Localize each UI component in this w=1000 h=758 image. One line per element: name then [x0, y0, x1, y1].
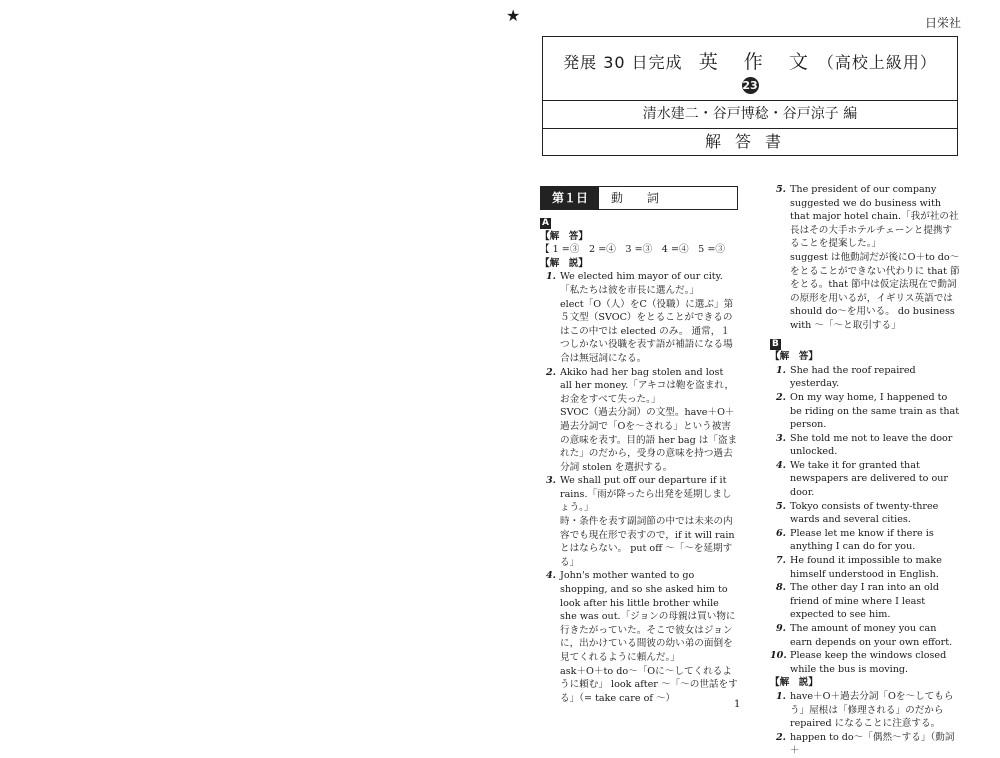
list-item: 4. John's mother wanted to go shopping, and so she asked him to look after his little brother while she was out.「ジョンの母親は買い物に行きたがっていた。そこで彼女はジョンに，出かけている間彼の幼い弟の面倒を見てくれるように頼んだ。」 ask＋O＋to do～「Oに～してくれるように頼む」 look after ～「～の世話をする」（= take care of ～）	[545, 570, 738, 704]
title-prefix: 発展 30 日完成	[563, 53, 683, 72]
list-item: 2. On my way home, I happened to be riding on the same train as that person.	[775, 391, 960, 431]
day-number: 第１日	[541, 187, 599, 209]
page-number: 1	[734, 699, 741, 710]
list-item: 1. She had the roof repaired yesterday.	[775, 364, 916, 390]
star-mark: ★	[506, 6, 521, 25]
list-item: 1. We elected him mayor of our city.「私たちは彼を市長に選んだ。」 elect「O（人）をC（役職）に選ぶ」第５文型（SVOC）をとることができるのはこの中では elected のみ。 通常，１つしかない役職を表す語が補語になる場合は無冠詞になる。	[545, 271, 734, 364]
list-item: 9. The amount of money you can earn depends on your own effort.	[775, 623, 953, 648]
answer-line: 【 1 =③ 2 =④ 3 =③ 4 =④ 5 =③	[540, 244, 725, 256]
explain-label: 【解 説】	[770, 677, 818, 689]
answer-label: 【解 答】	[770, 351, 818, 363]
list-item: 1. have＋O＋過去分詞「Oを～してもらう」屋根は「修理される」のだから repaired になることに注意する。	[775, 690, 954, 730]
volume-badge: 23	[742, 79, 758, 92]
section-a-badge: A	[542, 218, 549, 228]
list-item: 7. He found it impossible to make himself understood in English.	[775, 555, 942, 580]
day-topic: 動 詞	[611, 191, 669, 205]
title-row	[543, 37, 957, 101]
section-b-badge: B	[772, 338, 779, 349]
book-title	[543, 37, 957, 74]
title-suffix: （高校上級用）	[817, 53, 937, 72]
publisher-name: 日栄社	[925, 16, 962, 30]
answer-label: 【解 答】	[540, 230, 588, 242]
answer-book-label: 解答書	[704, 132, 795, 151]
title-main: 英 作 文	[698, 51, 818, 73]
list-item: 8. The other day I ran into an old friend of mine where I least expected to see him.	[775, 582, 939, 621]
list-item: 3. She told me not to leave the door unlocked.	[775, 432, 953, 458]
list-item: 2. Akiko had her bag stolen and lost all her money.「アキコは鞄を盗まれ，お金をすべて失った。」 SVOC（過去分詞）の文型。have＋O＋過去分詞で「Oを～される」という被害の意味を表す。目的語 her bag は「盗まれた」のだから，受身の意味を持つ過去分詞 stolen を選択する。	[545, 366, 738, 473]
list-item: 3. We shall put off our departure if it rains.「雨が降ったら出発を延期しましょう。」 時・条件を表す副詞節の中では未来の内容でも現在形で表すので，if it will rain とはならない。 put off ～「～を延期する」	[545, 475, 735, 568]
day-header	[540, 186, 738, 210]
list-item: 10. Please keep the windows closed while the bus is moving.	[770, 650, 947, 675]
title-box	[542, 36, 958, 156]
list-item: 6. Please let me know if there is anything I can do for you.	[775, 527, 934, 553]
right-column	[770, 183, 960, 758]
list-item: 5. The president of our company suggested we do business with that major hotel chain.「我が社の社長はその大手ホテルチェーンと提携することを提案した。」 suggest は他動詞だが後にO＋to do～をとることができない代わりに that 節をとる。that 節中は仮定法現在で動詞の原形を用いるが，イギリス英語では should do～を用いる。 do business with ～「～と取引する」	[775, 184, 960, 331]
explain-label: 【解 説】	[540, 257, 588, 269]
list-item: 2. happen to do～「偶然～する」（動詞＋	[775, 731, 955, 757]
list-item: 5. Tokyo consists of twenty-three wards and several cities.	[775, 500, 939, 526]
list-item: 4. We take it for granted that newspapers are delivered to our door.	[775, 459, 948, 499]
authors: 清水建二・谷戸博稔・谷戸涼子 編	[543, 101, 957, 129]
left-column	[540, 186, 738, 705]
